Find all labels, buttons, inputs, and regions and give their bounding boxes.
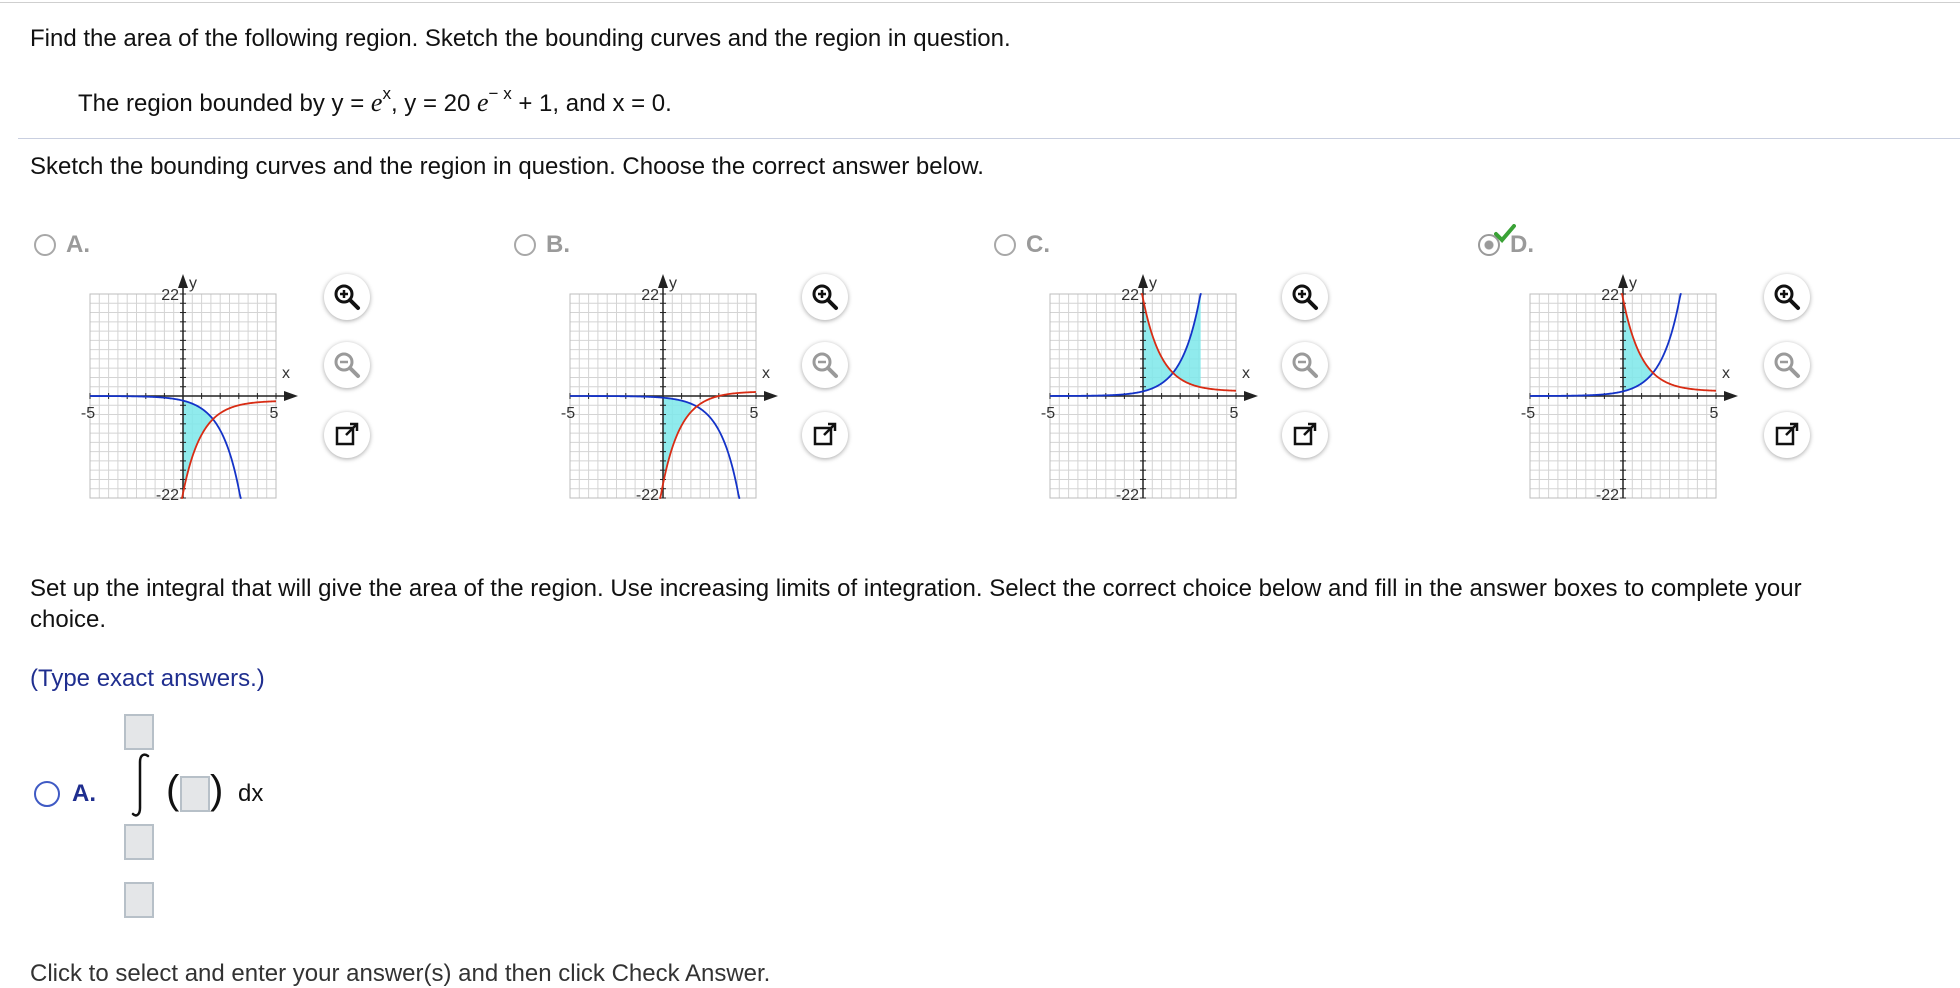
x-axis-arrow	[284, 391, 298, 401]
popout-icon	[332, 420, 362, 450]
option-d-label: D.	[1510, 231, 1534, 258]
option-b[interactable]	[514, 230, 570, 260]
graph-b	[556, 272, 786, 502]
right-paren: )	[210, 768, 224, 812]
section-divider	[18, 138, 1960, 139]
tick-label-xmin: -5	[1520, 405, 1536, 422]
option-d[interactable]	[1478, 230, 1534, 260]
tick-label-ymax: 22	[161, 287, 179, 304]
shaded-region	[663, 398, 691, 484]
zoom-in-icon	[332, 282, 362, 312]
region-sep: , y = 20	[390, 90, 471, 117]
tick-label-xmax: 5	[749, 405, 759, 422]
extra-answer-input[interactable]	[124, 882, 154, 918]
zoom-in-icon	[1772, 282, 1802, 312]
y-axis-arrow	[178, 274, 188, 288]
graph-c-zoom-in-button[interactable]	[1282, 274, 1328, 320]
part1-prompt: Sketch the bounding curves and the region in question. Choose the correct answer below.	[30, 153, 984, 180]
option-a[interactable]	[34, 230, 90, 260]
y-axis-arrow	[1138, 274, 1148, 288]
popout-icon	[1772, 420, 1802, 450]
zoom-out-icon	[1772, 350, 1802, 380]
integral-option-a[interactable]	[34, 780, 96, 808]
graph-a-popout-button[interactable]	[324, 412, 370, 458]
series-line-1	[1530, 294, 1682, 396]
y-axis-arrow	[1618, 274, 1628, 288]
e-symbol: e	[370, 88, 383, 117]
graph-c	[1036, 272, 1266, 502]
part2-prompt-line2: choice.	[30, 606, 107, 633]
upper-limit-input[interactable]	[124, 714, 154, 750]
region-description	[78, 84, 672, 118]
shaded-region	[1143, 294, 1201, 391]
exponent-2: − x	[488, 84, 512, 103]
integrand-input[interactable]	[180, 776, 210, 812]
tick-label-ymin: -22	[635, 487, 659, 502]
graph-d-zoom-in-button[interactable]	[1764, 274, 1810, 320]
option-c[interactable]	[994, 230, 1050, 260]
zoom-in-icon	[810, 282, 840, 312]
x-axis-label: x	[282, 365, 290, 382]
popout-icon	[810, 420, 840, 450]
y-axis-arrow	[658, 274, 668, 288]
tick-label-xmax: 5	[1709, 405, 1719, 422]
option-c-radio[interactable]	[994, 234, 1016, 256]
y-axis-label: y	[189, 275, 197, 292]
tick-label-ymax: 22	[1121, 287, 1139, 304]
graph-b-popout-button[interactable]	[802, 412, 848, 458]
region-rest: + 1, and x = 0.	[511, 90, 672, 117]
series-line-1	[90, 396, 242, 498]
tick-label-xmin: -5	[560, 405, 576, 422]
tick-label-ymax: 22	[1601, 287, 1619, 304]
x-axis-label: x	[762, 365, 770, 382]
x-axis-arrow	[764, 391, 778, 401]
option-c-label: C.	[1026, 231, 1050, 258]
integral-sign-icon	[130, 752, 152, 818]
tick-label-ymin: -22	[1595, 487, 1619, 502]
x-axis-arrow	[1724, 391, 1738, 401]
tick-label-ymin: -22	[155, 487, 179, 502]
footer-instruction: Click to select and enter your answer(s) and then click Check Answer.	[30, 960, 771, 987]
part2-prompt-line1: Set up the integral that will give the area of the region. Use increasing limits of integration. Select the correct choice below and fill in the answer boxes to complete your	[30, 575, 1802, 602]
y-axis-label: y	[1149, 275, 1157, 292]
integral-option-a-radio[interactable]	[34, 781, 60, 807]
graph-b-zoom-out-button[interactable]	[802, 342, 848, 388]
zoom-out-icon	[810, 350, 840, 380]
graph-c-popout-button[interactable]	[1282, 412, 1328, 458]
region-eq: =	[343, 90, 371, 117]
exponent-1: x	[382, 84, 391, 103]
x-axis-label: x	[1722, 365, 1730, 382]
series-line-1	[1050, 294, 1202, 396]
popout-icon	[1290, 420, 1320, 450]
tick-label-xmin: -5	[80, 405, 96, 422]
series-line-1	[570, 396, 740, 498]
zoom-in-icon	[1290, 282, 1320, 312]
graph-a	[76, 272, 306, 502]
graph-a-zoom-out-button[interactable]	[324, 342, 370, 388]
tick-label-xmax: 5	[269, 405, 279, 422]
e-symbol-2: e	[477, 88, 489, 117]
lower-limit-input[interactable]	[124, 824, 154, 860]
y-axis-label: y	[669, 275, 677, 292]
option-b-radio[interactable]	[514, 234, 536, 256]
option-a-radio[interactable]	[34, 234, 56, 256]
dx-label: dx	[238, 780, 264, 807]
check-mark-icon	[1494, 224, 1516, 244]
type-exact-hint: (Type exact answers.)	[30, 665, 265, 692]
zoom-out-icon	[332, 350, 362, 380]
x-axis-arrow	[1244, 391, 1258, 401]
option-a-label: A.	[66, 231, 90, 258]
tick-label-xmax: 5	[1229, 405, 1239, 422]
option-b-label: B.	[546, 231, 570, 258]
left-paren: (	[166, 768, 180, 812]
integral-option-a-label: A.	[72, 780, 96, 807]
y-axis-label: y	[1629, 275, 1637, 292]
zoom-out-icon	[1290, 350, 1320, 380]
graph-d-zoom-out-button[interactable]	[1764, 342, 1810, 388]
tick-label-xmin: -5	[1040, 405, 1056, 422]
region-intro: The region bounded by y	[78, 90, 344, 117]
graph-a-zoom-in-button[interactable]	[324, 274, 370, 320]
graph-d	[1516, 272, 1746, 502]
x-axis-label: x	[1242, 365, 1250, 382]
graph-c-zoom-out-button[interactable]	[1282, 342, 1328, 388]
graph-d-popout-button[interactable]	[1764, 412, 1810, 458]
graph-b-zoom-in-button[interactable]	[802, 274, 848, 320]
tick-label-ymax: 22	[641, 287, 659, 304]
top-divider	[0, 2, 1960, 3]
question-instruction: Find the area of the following region. Sketch the bounding curves and the region in question.	[30, 25, 1011, 52]
tick-label-ymin: -22	[1115, 487, 1139, 502]
